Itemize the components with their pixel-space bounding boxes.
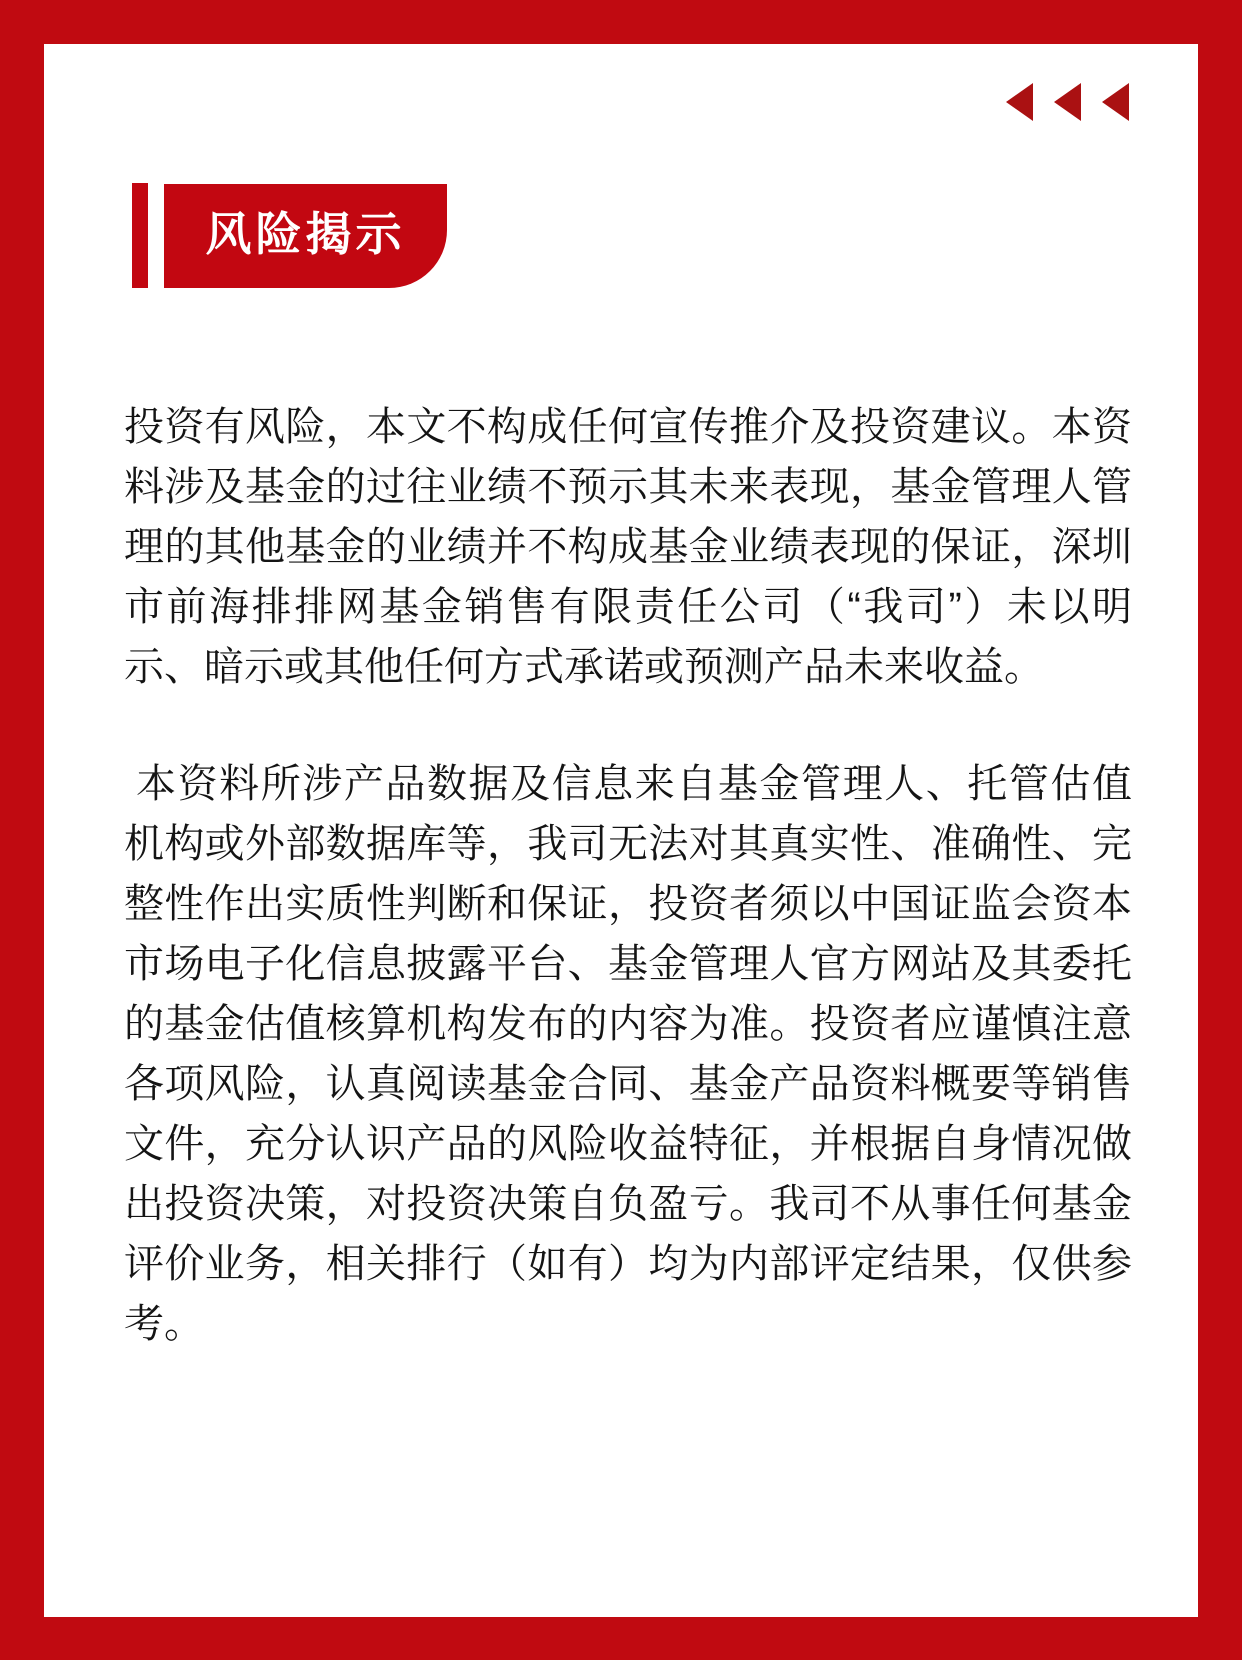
left-triangle-icon xyxy=(1006,83,1033,121)
risk-paragraph-2: 本资料所涉产品数据及信息来自基金管理人、托管估值机构或外部数据库等，我司无法对其真实性、准确性、完整性作出实质性判断和保证，投资者须以中国证监会资本市场电子化信息披露平台、基金管理人官方网站及其委托的基金估值核算机构发布的内容为准。投资者应谨慎注意各项风险，认真阅读基金合同、基金产品资料概要等销售文件，充分认识产品的风险收益特征，并根据自身情况做出投资决策，对投资决策自负盈亏。我司不从事任何基金评价业务，相关排行（如有）均为内部评定结果，仅供参考。 xyxy=(124,762,1132,1346)
title-badge xyxy=(164,184,447,288)
title-accent-bar xyxy=(132,183,148,288)
page-title: 风险揭示 xyxy=(205,208,406,260)
triangle-decoration xyxy=(1006,83,1129,121)
left-triangle-icon xyxy=(1054,83,1081,121)
left-triangle-icon xyxy=(1102,83,1129,121)
disclaimer-text-block xyxy=(124,397,1132,1354)
risk-paragraph-1: 投资有风险，本文不构成任何宣传推介及投资建议。本资料涉及基金的过往业绩不预示其未来表现，基金管理人管理的其他基金的业绩并不构成基金业绩表现的保证，深圳市前海排排网基金销售有限责任公司（“我司”）未以明示、暗示或其他任何方式承诺或预测产品未来收益。 xyxy=(124,405,1132,689)
content-card xyxy=(44,44,1198,1617)
